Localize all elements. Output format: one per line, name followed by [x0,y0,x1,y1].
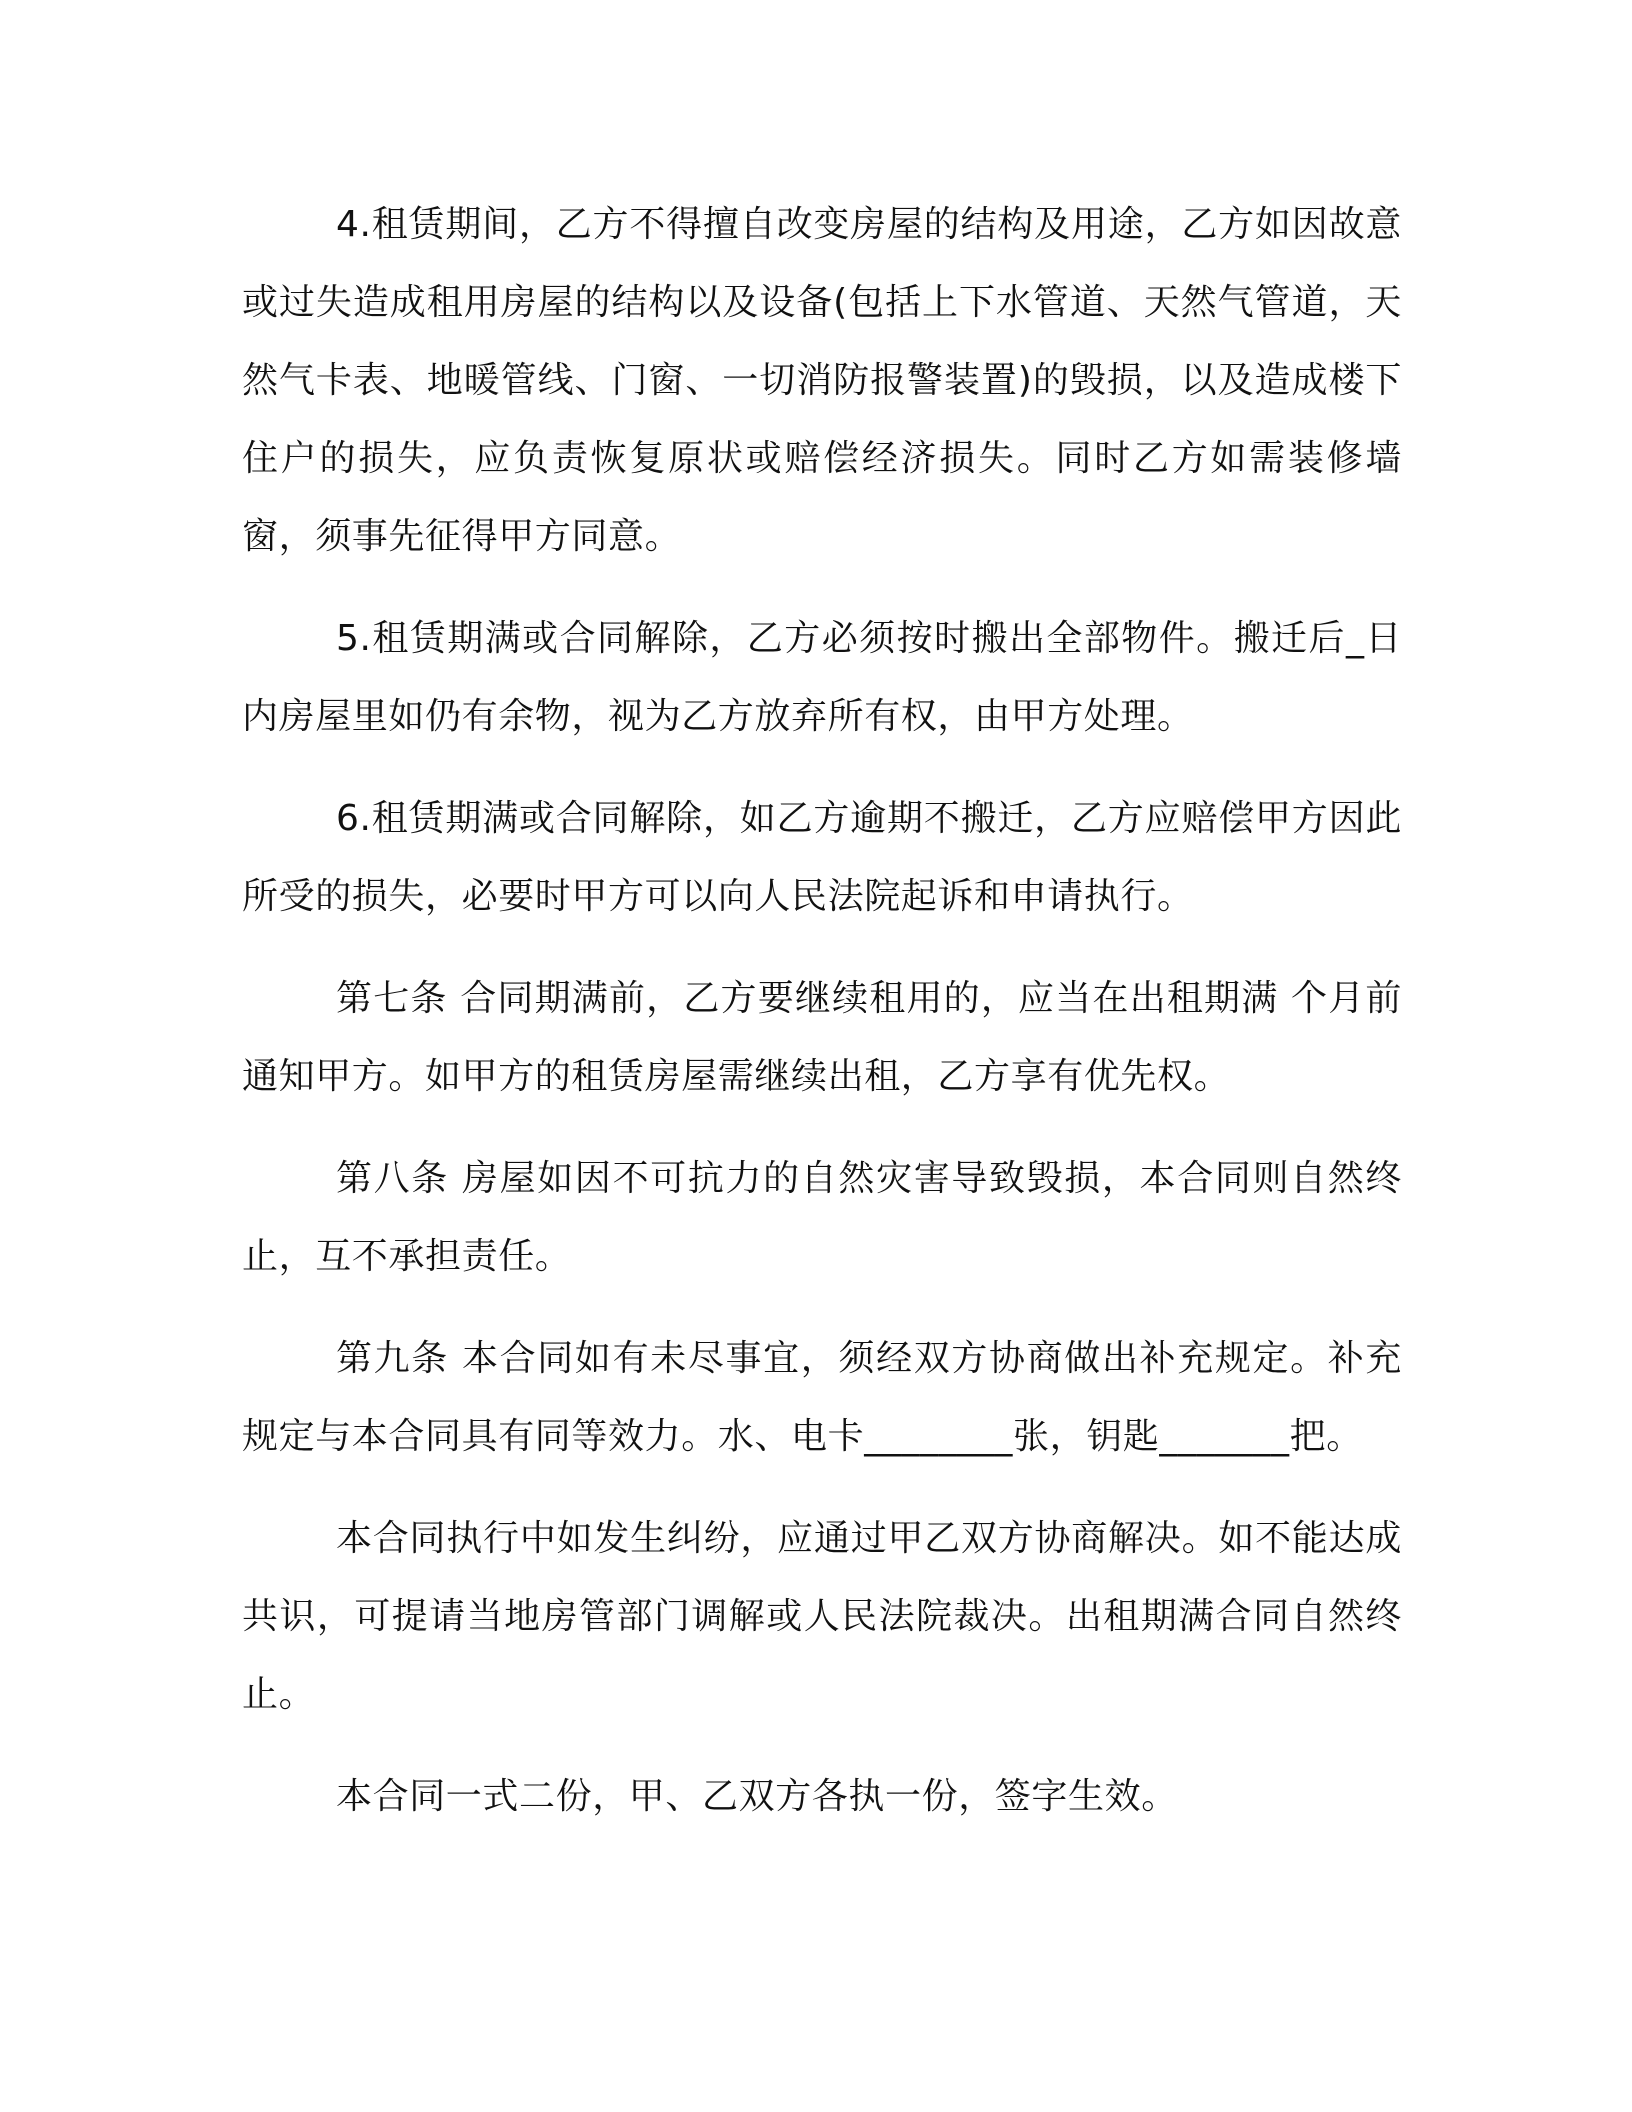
document-body [242,186,1402,1860]
paragraph-clause-6: 6.租赁期满或合同解除，如乙方逾期不搬迁，乙方应赔偿甲方因此所受的损失，必要时甲方可以向人民法院起诉和申请执行。 [242,798,1402,917]
paragraph-article-7: 第七条 合同期满前，乙方要继续租用的，应当在出租期满 个月前通知甲方。如甲方的租赁房屋需继续出租，乙方享有优先权。 [242,978,1402,1097]
paragraph-clause-5: 5.租赁期满或合同解除，乙方必须按时搬出全部物件。搬迁后_日内房屋里如仍有余物，视为乙方放弃所有权，由甲方处理。 [242,618,1402,737]
paragraph-dispute-resolution: 本合同执行中如发生纠纷，应通过甲乙双方协商解决。如不能达成共识，可提请当地房管部门调解或人民法院裁决。出租期满合同自然终止。 [242,1518,1402,1715]
paragraph-article-9: 第九条 本合同如有未尽事宜，须经双方协商做出补充规定。补充规定与本合同具有同等效力。水、电卡________张，钥匙_______把。 [242,1338,1402,1457]
paragraph-clause-4: 4.租赁期间，乙方不得擅自改变房屋的结构及用途，乙方如因故意或过失造成租用房屋的结构以及设备(包括上下水管道、天然气管道，天然气卡表、地暖管线、门窗、一切消防报警装置)的毁损，以及造成楼下住户的损失，应负责恢复原状或赔偿经济损失。同时乙方如需装修墙窗，须事先征得甲方同意。 [242,204,1402,557]
paragraph-article-8: 第八条 房屋如因不可抗力的自然灾害导致毁损，本合同则自然终止，互不承担责任。 [242,1158,1402,1277]
paragraph-copies-signature: 本合同一式二份，甲、乙双方各执一份，签字生效。 [336,1776,1178,1817]
